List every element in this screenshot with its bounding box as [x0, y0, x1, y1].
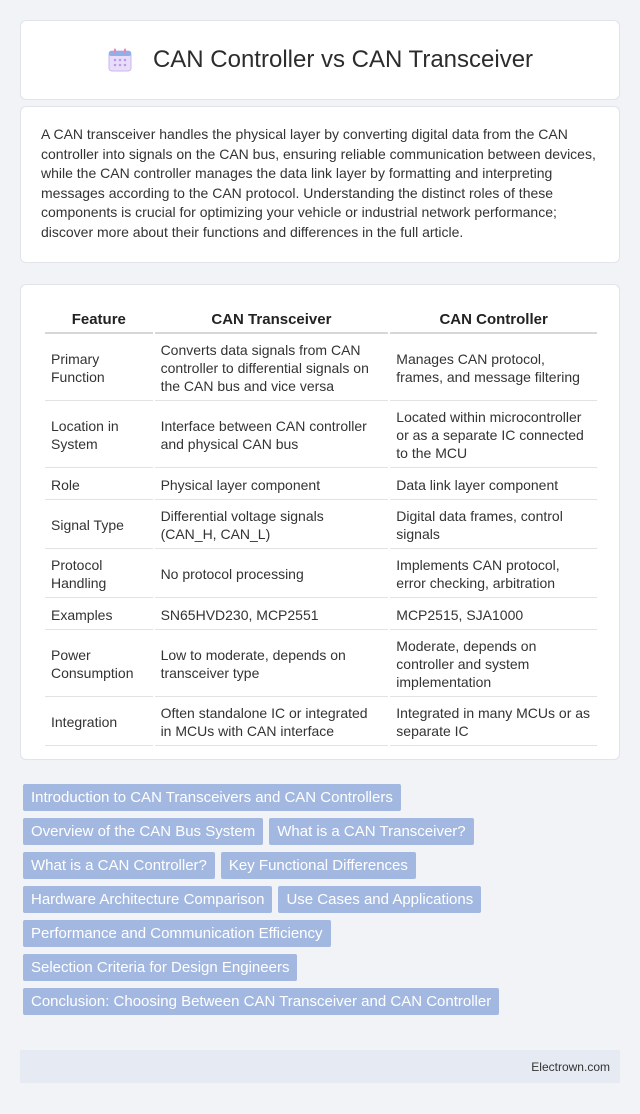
transceiver-cell: Often standalone IC or integrated in MCUs with CAN interface: [155, 699, 389, 746]
link-hardware-architecture[interactable]: Hardware Architecture Comparison: [23, 886, 272, 913]
table-row: [45, 502, 597, 549]
link-introduction[interactable]: Introduction to CAN Transceivers and CAN Controllers: [23, 784, 401, 811]
link-performance[interactable]: Performance and Communication Efficiency: [23, 920, 331, 947]
table-row: [45, 600, 597, 630]
transceiver-cell: Physical layer component: [155, 470, 389, 500]
feature-cell: Signal Type: [45, 502, 153, 549]
comparison-table: [43, 305, 599, 748]
intro-card: [20, 106, 620, 263]
header-can-controller: CAN Controller: [390, 307, 597, 334]
link-what-is-can-transceiver[interactable]: What is a CAN Transceiver?: [269, 818, 473, 845]
controller-cell: Located within microcontroller or as a separate IC connected to the MCU: [390, 403, 597, 468]
link-use-cases[interactable]: Use Cases and Applications: [278, 886, 481, 913]
table-row: [45, 336, 597, 401]
feature-cell: Protocol Handling: [45, 551, 153, 598]
related-links: [20, 784, 620, 1022]
controller-cell: Moderate, depends on controller and system implementation: [390, 632, 597, 697]
controller-cell: Manages CAN protocol, frames, and message filtering: [390, 336, 597, 401]
table-row: [45, 403, 597, 468]
transceiver-cell: No protocol processing: [155, 551, 389, 598]
footer: [20, 1050, 620, 1083]
feature-cell: Power Consumption: [45, 632, 153, 697]
link-conclusion[interactable]: Conclusion: Choosing Between CAN Transceiver and CAN Controller: [23, 988, 499, 1015]
transceiver-cell: Interface between CAN controller and physical CAN bus: [155, 403, 389, 468]
header-can-transceiver: CAN Transceiver: [155, 307, 389, 334]
table-row: [45, 699, 597, 746]
table-row: [45, 632, 597, 697]
feature-cell: Integration: [45, 699, 153, 746]
link-key-functional-differences[interactable]: Key Functional Differences: [221, 852, 416, 879]
controller-cell: Integrated in many MCUs or as separate IC: [390, 699, 597, 746]
transceiver-cell: SN65HVD230, MCP2551: [155, 600, 389, 630]
page-title: CAN Controller vs CAN Transceiver: [152, 46, 534, 73]
controller-cell: Data link layer component: [390, 470, 597, 500]
footer-site-name: Electrown.com: [531, 1059, 610, 1074]
controller-cell: MCP2515, SJA1000: [390, 600, 597, 630]
title-card: [20, 20, 620, 100]
transceiver-cell: Low to moderate, depends on transceiver type: [155, 632, 389, 697]
feature-cell: Examples: [45, 600, 153, 630]
feature-cell: Role: [45, 470, 153, 500]
feature-cell: Location in System: [45, 403, 153, 468]
intro-paragraph: A CAN transceiver handles the physical layer by converting digital data from the CAN controller into signals on the CAN bus, ensuring reliable communication between devices, while the CAN controller manages the data link layer by formatting and interpreting messages according to the CAN protocol. Understanding the distinct roles of these components is crucial for optimizing your vehicle or industrial network performance; discover more about their functions and differences in the full article.: [41, 126, 596, 240]
link-what-is-can-controller[interactable]: What is a CAN Controller?: [23, 852, 215, 879]
controller-cell: Digital data frames, control signals: [390, 502, 597, 549]
table-header-row: [45, 307, 597, 334]
table-row: [45, 551, 597, 598]
header-feature: Feature: [45, 307, 153, 334]
calendar-icon: [107, 47, 133, 73]
link-overview-can-bus[interactable]: Overview of the CAN Bus System: [23, 818, 263, 845]
feature-cell: Primary Function: [45, 336, 153, 401]
table-row: [45, 470, 597, 500]
transceiver-cell: Converts data signals from CAN controller to differential signals on the CAN bus and vice versa: [155, 336, 389, 401]
controller-cell: Implements CAN protocol, error checking, arbitration: [390, 551, 597, 598]
comparison-card: [20, 284, 620, 760]
transceiver-cell: Differential voltage signals (CAN_H, CAN_L): [155, 502, 389, 549]
link-selection-criteria[interactable]: Selection Criteria for Design Engineers: [23, 954, 297, 981]
